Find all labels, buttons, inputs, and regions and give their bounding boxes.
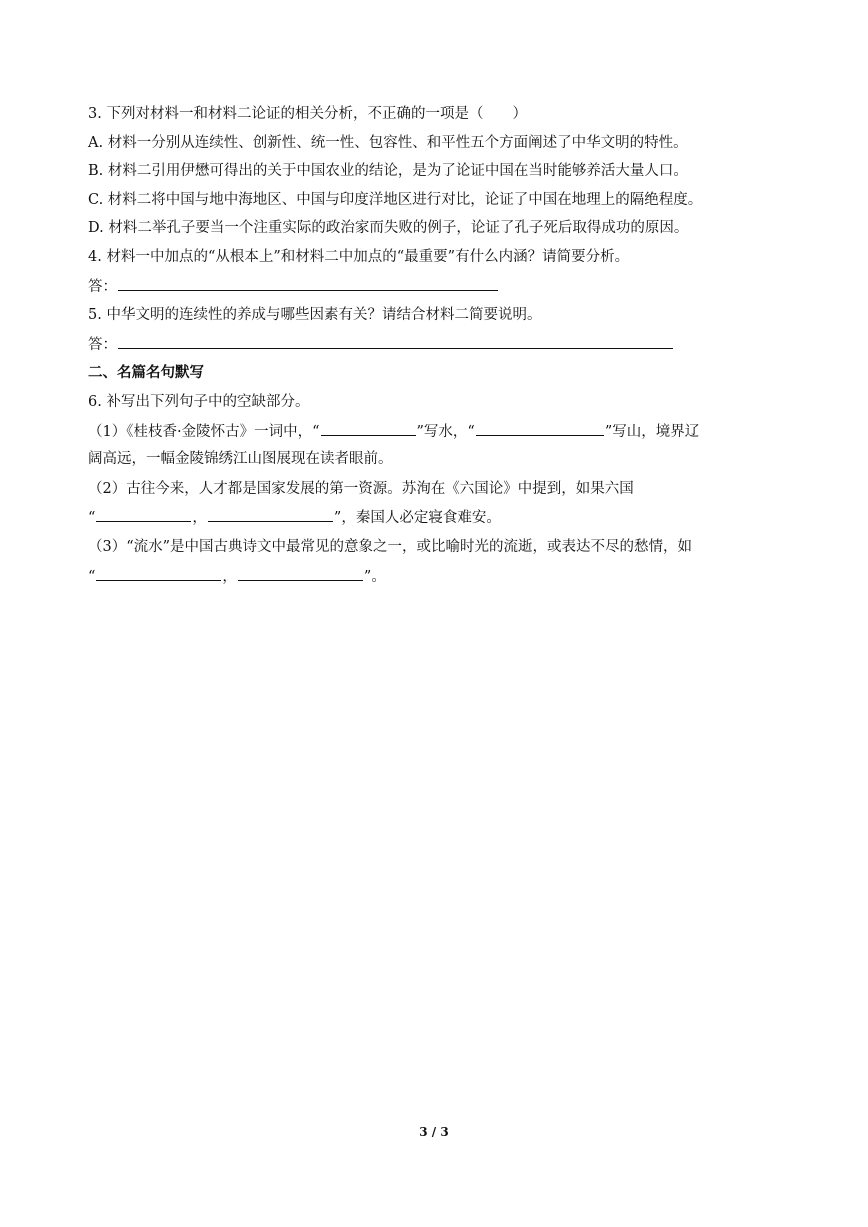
question-6-item-2-line-1: （2）古往今来，人才都是国家发展的第一资源。苏洵在《六国论》中提到，如果六国: [88, 481, 634, 497]
answer-blank-line[interactable]: [118, 276, 498, 291]
question-6-stem: 6. 补写出下列句子中的空缺部分。: [88, 394, 310, 410]
answer-label: 答：: [88, 279, 117, 295]
question-3-option-a: A. 材料一分别从连续性、创新性、统一性、包容性、和平性五个方面阐述了中华文明的特性。: [88, 135, 688, 151]
question-4-stem: 4. 材料一中加点的“从根本上”和材料二中加点的“最重要”有什么内涵？请简要分析。: [88, 249, 630, 265]
question-5-stem: 5. 中华文明的连续性的养成与哪些因素有关？请结合材料二简要说明。: [88, 307, 542, 323]
question-5-answer-row: [88, 334, 674, 355]
answer-label: 答：: [88, 337, 117, 353]
fill-blank[interactable]: [321, 421, 416, 436]
question-6-item-3-line-1: （3）“流水”是中国古典诗文中最常见的意象之一，或比喻时光的流逝，或表达不尽的愁情，如: [88, 539, 693, 555]
question-3-option-c: C. 材料二将中国与地中海地区、中国与印度洋地区进行对比，论证了中国在地理上的隔绝程度。: [88, 192, 703, 208]
fill-blank[interactable]: [476, 421, 604, 436]
question-3-option-b: B. 材料二引用伊懋可得出的关于中国农业的结论，是为了论证中国在当时能够养活大量人口。: [88, 163, 688, 179]
fill-blank[interactable]: [96, 507, 191, 522]
question-6-item-1-line-1: （1）《桂枝香·金陵怀古》一词中，“ ”写水，“ ”写山，境界辽: [88, 421, 699, 442]
answer-blank-line[interactable]: [118, 334, 673, 349]
page-number: 3 / 3: [419, 1125, 449, 1139]
question-3-stem: 3. 下列对材料一和材料二论证的相关分析，不正确的一项是（ ）: [88, 106, 527, 122]
fill-blank[interactable]: [238, 566, 363, 581]
question-6-item-3-line-2: “ ， ”。: [88, 566, 386, 587]
fill-blank[interactable]: [208, 507, 333, 522]
question-3-option-d: D. 材料二举孔子要当一个注重实际的政治家而失败的例子，论证了孔子死后取得成功的原因。: [88, 220, 689, 236]
fill-blank[interactable]: [96, 566, 221, 581]
question-4-answer-row: [88, 276, 499, 297]
section-2-title: 二、名篇名句默写: [88, 365, 204, 381]
question-6-item-2-line-2: “ ， ”，秦国人必定寝食难安。: [88, 507, 501, 528]
question-6-item-1-line-2: 阔高远，一幅金陵锦绣江山图展现在读者眼前。: [88, 451, 393, 467]
